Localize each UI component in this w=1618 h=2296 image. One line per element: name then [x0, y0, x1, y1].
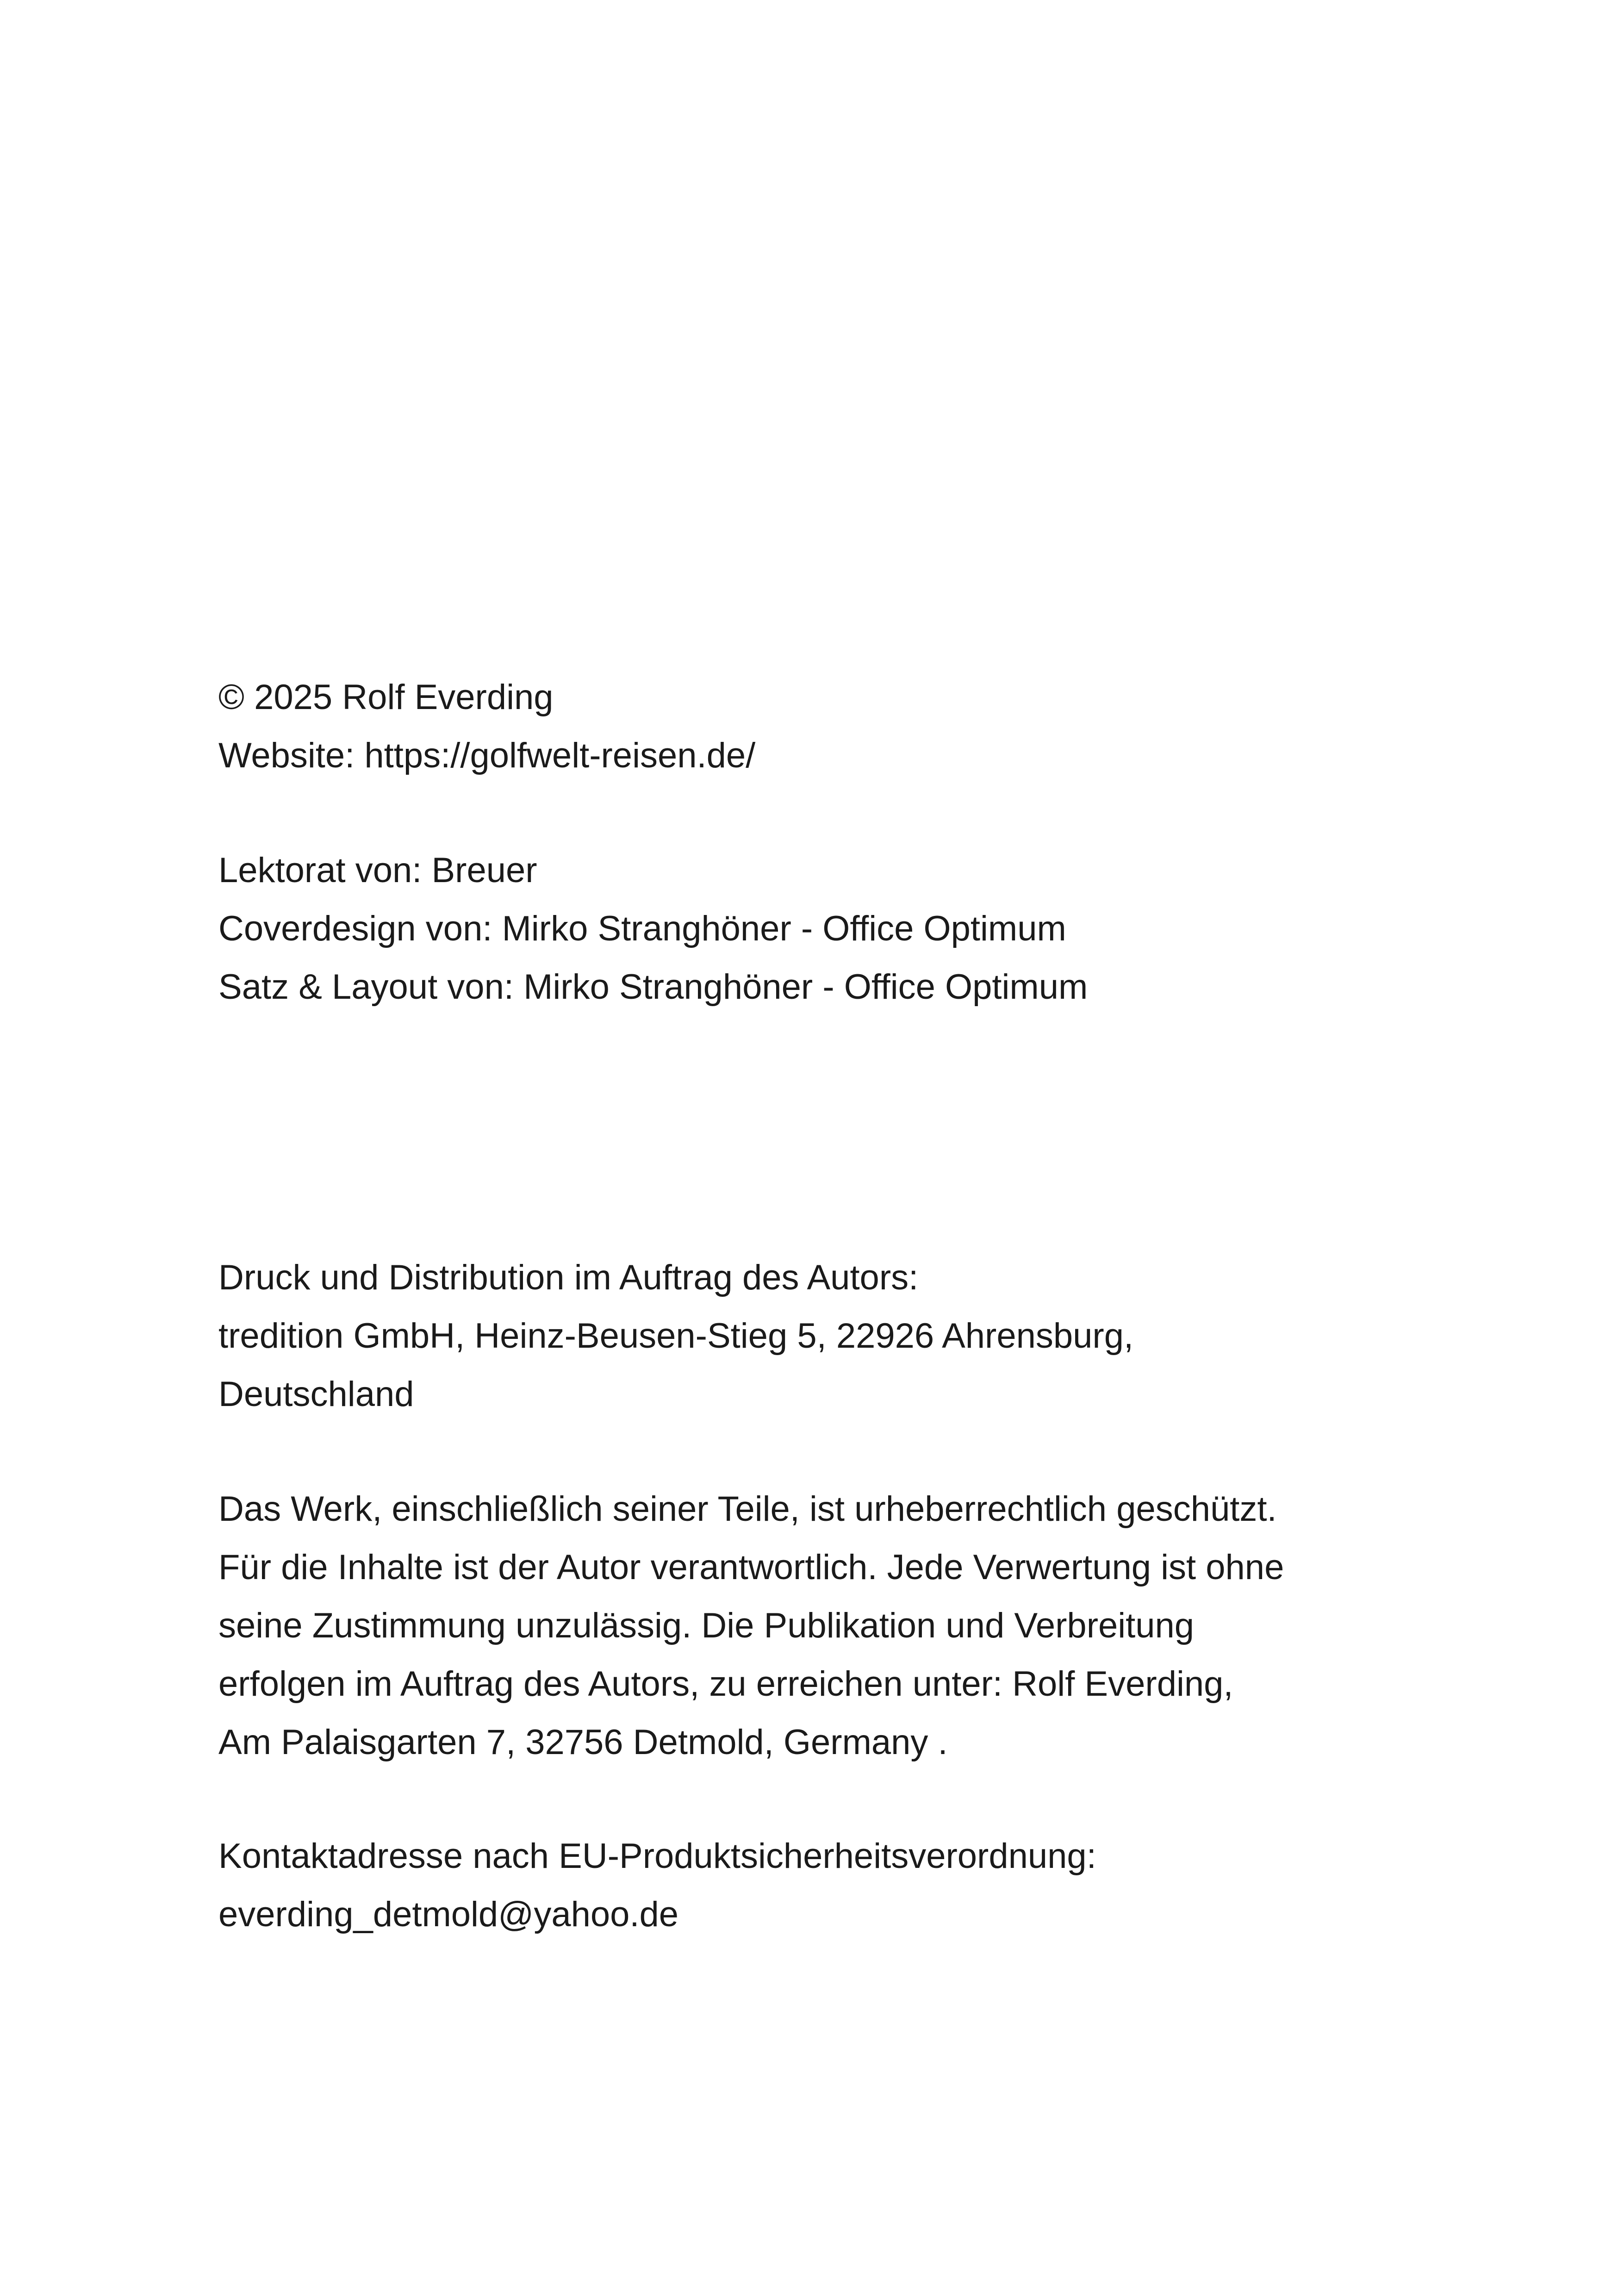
contact-label: Kontaktadresse nach EU-Produktsicherheitsverordnung:	[218, 1836, 1096, 1876]
rights-line: Für die Inhalte ist der Autor verantwortlich. Jede Verwertung ist ohne	[218, 1548, 1284, 1587]
rights-line: Am Palaisgarten 7, 32756 Detmold, Germany .	[218, 1723, 948, 1762]
copyright-block	[218, 668, 1403, 785]
print-line: Druck und Distribution im Auftrag des Autors:	[218, 1258, 919, 1297]
contact-email: everding_detmold@yahoo.de	[218, 1895, 679, 1934]
cover-credit: Coverdesign von: Mirko Stranghöner - Office Optimum	[218, 909, 1066, 948]
contact-block	[218, 1827, 1403, 1944]
rights-line: Das Werk, einschließlich seiner Teile, ist urheberrechtlich geschützt.	[218, 1489, 1277, 1529]
rights-notice-block	[218, 1480, 1403, 1772]
print-distribution-block	[218, 1249, 1403, 1424]
copyright-line: © 2025 Rolf Everding	[218, 678, 554, 717]
rights-line: erfolgen im Auftrag des Autors, zu erreichen unter: Rolf Everding,	[218, 1664, 1233, 1704]
print-line: tredition GmbH, Heinz-Beusen-Stieg 5, 22926 Ahrensburg,	[218, 1316, 1134, 1356]
website-line: Website: https://golfwelt-reisen.de/	[218, 736, 756, 775]
credits-block	[218, 841, 1403, 1016]
editing-credit: Lektorat von: Breuer	[218, 851, 537, 890]
layout-credit: Satz & Layout von: Mirko Stranghöner - Office Optimum	[218, 967, 1088, 1007]
rights-line: seine Zustimmung unzulässig. Die Publikation und Verbreitung	[218, 1606, 1195, 1645]
print-line: Deutschland	[218, 1375, 414, 1414]
